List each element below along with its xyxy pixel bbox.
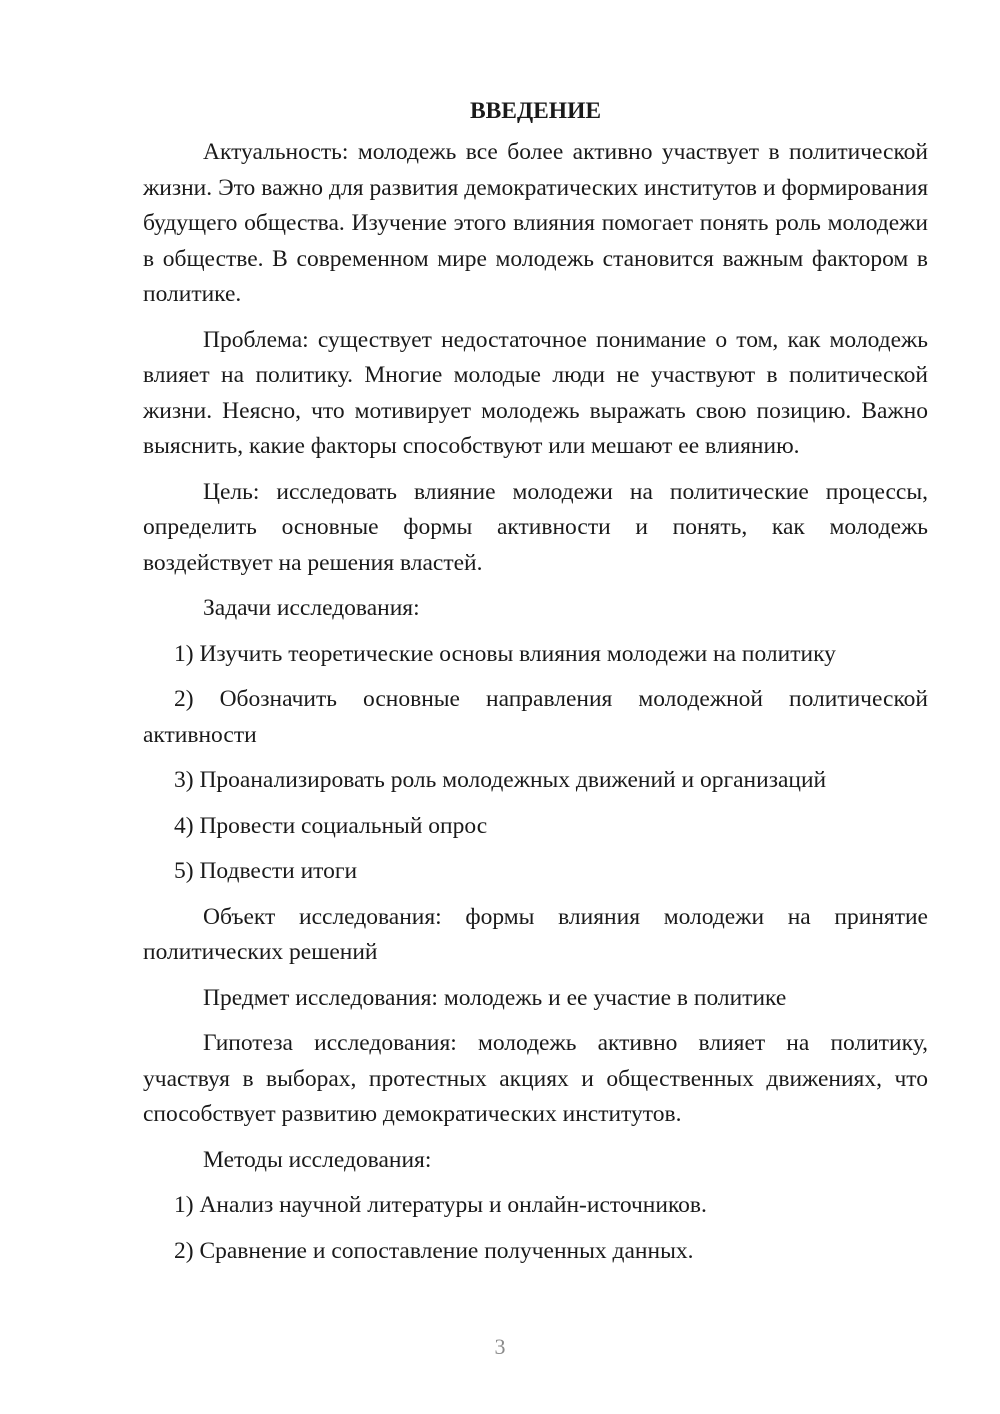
tasks-heading: Задачи исследования: [203,595,420,621]
task-item: 3) Проанализировать роль молодежных движений и организаций [174,767,827,793]
method-item: 2) Сравнение и сопоставление полученных данных. [174,1237,694,1264]
problem-paragraph: Проблема: существует недостаточное понимание о том, как молодежь влияет на политику. Многие молодые люди не участвуют в политической жизни. Неясно, что мотивирует молодежь выражать свою позицию. Важно выяснить, какие факторы способствуют или мешают ее влиянию. [143,326,928,459]
task-item: 4) Провести социальный опрос [174,812,488,839]
task-item: 2) Обозначить основные направления молодежной политической активности [143,686,928,748]
page-number: 3 [494,1334,506,1359]
method-item: 1) Анализ научной литературы и онлайн-источников. [174,1192,707,1218]
page-content [143,96,928,1279]
object-paragraph: Объект исследования: формы влияния молодежи на принятие политических решений [143,903,928,965]
goal-paragraph: Цель: исследовать влияние молодежи на политические процессы, определить основные формы активности и понять, как молодежь воздействует на решения властей. [143,478,928,576]
methods-heading: Методы исследования: [203,1146,432,1173]
subject-paragraph: Предмет исследования: молодежь и ее участие в политике [203,984,787,1011]
relevance-paragraph: Актуальность: молодежь все более активно участвует в политической жизни. Это важно для развития демократических институтов и формирования будущего общества. Изучение этого влияния помогает понять роль молодежи в обществе. В современном мире молодежь становится важным фактором в политике. [143,139,928,307]
task-item: 5) Подвести итоги [174,858,358,884]
task-item: 1) Изучить теоретические основы влияния молодежи на политику [174,640,836,667]
page-title: ВВЕДЕНИЕ [469,98,602,124]
hypothesis-paragraph: Гипотеза исследования: молодежь активно влияет на политику, участвуя в выборах, протестных акциях и общественных движениях, что способствует развитию демократических институтов. [143,1030,928,1127]
